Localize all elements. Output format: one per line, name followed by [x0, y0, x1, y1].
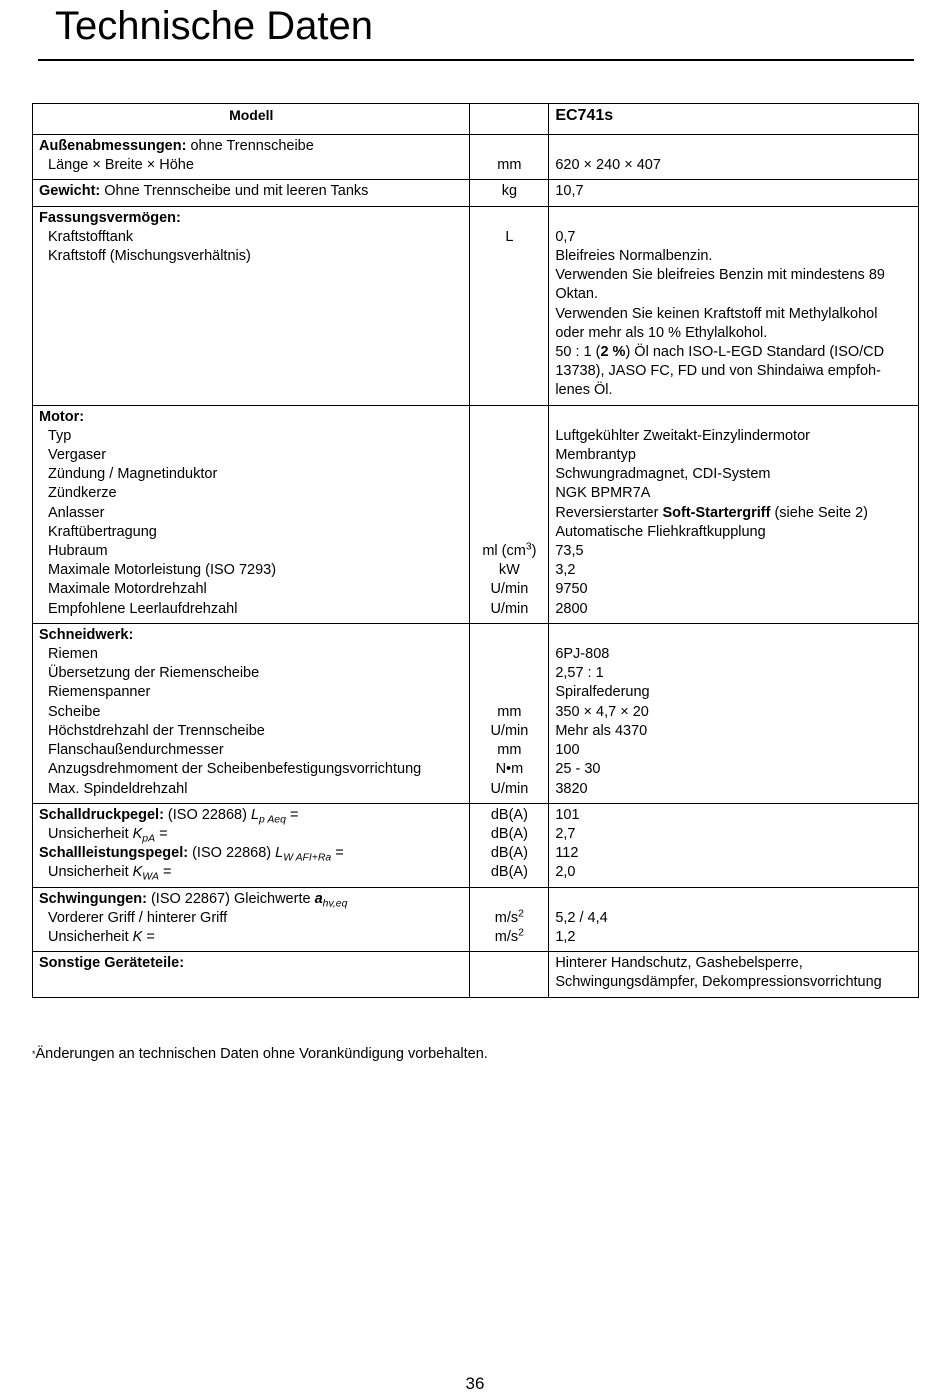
cutter-label: Riemenspanner: [48, 684, 151, 701]
vibration-heading-line: [39, 890, 463, 909]
dimensions-heading-note: ohne Trennscheibe: [186, 138, 314, 154]
model-value: EC741s: [549, 104, 919, 135]
cutter-value: Spiralfederung: [555, 684, 650, 701]
oil-ratio-bold: 2 %: [600, 344, 626, 361]
uncertainty-eq: =: [155, 825, 168, 842]
capacity-value-cell: [549, 206, 919, 405]
weight-heading: Gewicht:: [39, 183, 101, 200]
vibration-unit: [476, 928, 542, 947]
sound-pressure-uncertainty-label: [39, 825, 463, 844]
oil-line: 13738), JASO FC, FD und von Shindaiwa empfoh-: [555, 363, 881, 380]
model-label: Modell: [33, 104, 470, 135]
engine-label: Typ: [48, 427, 72, 444]
vibration-unit-sup: 2: [518, 907, 524, 919]
engine-heading: Motor:: [39, 408, 85, 425]
sound-power-eq: =: [331, 845, 344, 862]
noise-unit: dB(A): [490, 806, 528, 823]
noise-unit: dB(A): [490, 864, 528, 881]
capacity-label-cell: [33, 206, 470, 405]
starter-value-prefix: Reversierstarter: [555, 504, 663, 521]
cutter-label: Anzugsdrehmoment der Scheibenbefestigungsvorrichtung: [48, 761, 422, 778]
engine-row: [33, 405, 919, 623]
displacement-unit-suffix: ): [531, 543, 537, 560]
noise-value: 2,0: [555, 864, 576, 881]
fuel-tank-label: Kraftstofftank: [48, 228, 134, 245]
cutter-value-cell: [549, 623, 919, 803]
oil-line: lenes Öl.: [555, 382, 613, 399]
dimensions-heading: Außenabmessungen:: [39, 138, 187, 154]
sound-power-heading: Schallleistungspegel:: [39, 845, 189, 862]
engine-unit: U/min: [490, 600, 529, 617]
vibration-heading-text: (ISO 22867) Gleichwerte: [146, 890, 315, 907]
other-unit-cell: [470, 952, 549, 997]
sound-power-symbol: L: [275, 845, 284, 862]
cutter-unit: [476, 645, 542, 664]
other-value: Hinterer Handschutz, Gashebelsperre,: [555, 955, 803, 972]
fuel-line: Verwenden Sie bleifreies Benzin mit mindestens 89: [555, 267, 885, 284]
fuel-line: Bleifreies Normalbenzin.: [555, 248, 713, 265]
uncertainty-symbol: K: [132, 864, 143, 881]
page-title: Technische Daten: [55, 4, 373, 48]
dimensions-label-cell: [33, 135, 470, 180]
fuel-line: Oktan.: [555, 286, 599, 303]
sound-pressure-symbol: L: [250, 806, 260, 823]
vibration-value-cell: [549, 887, 919, 952]
displacement-value: 73,5: [555, 543, 584, 560]
cutter-label: Höchstdrehzahl der Trennscheibe: [48, 722, 265, 739]
starter-label: Anlasser: [48, 504, 105, 521]
engine-unit: U/min: [490, 581, 529, 598]
dimensions-value: 620 × 240 × 407: [555, 157, 661, 174]
cutter-unit: mm: [497, 742, 522, 759]
vibration-symbol: a: [314, 890, 323, 907]
engine-value: Luftgekühlter Zweitakt-Einzylindermotor: [555, 427, 810, 444]
cutter-value: 6PJ-808: [555, 646, 610, 663]
cutter-unit: U/min: [490, 722, 529, 739]
uncertainty-text: Unsicherheit: [48, 928, 133, 945]
cutter-unit: U/min: [490, 780, 529, 797]
displacement-unit: [476, 542, 542, 561]
weight-value: 10,7: [549, 180, 919, 206]
cutter-value: 350 × 4,7 × 20: [555, 703, 649, 720]
cutter-heading: Schneidwerk:: [39, 626, 134, 643]
noise-unit: dB(A): [490, 825, 528, 842]
uncertainty-symbol: K: [132, 825, 143, 842]
dimensions-unit: mm: [497, 157, 522, 174]
vibration-unit-text: m/s: [494, 909, 519, 926]
sound-power-uncertainty-label: [39, 863, 463, 882]
engine-unit-cell: [470, 405, 549, 623]
engine-label: Maximale Motorleistung (ISO 7293): [48, 562, 277, 579]
capacity-unit-cell: [470, 206, 549, 405]
noise-value: 2,7: [555, 825, 576, 842]
noise-unit: dB(A): [490, 845, 528, 862]
weight-label-cell: [33, 180, 470, 206]
engine-value: Membrantyp: [555, 447, 636, 464]
noise-unit-cell: [470, 803, 549, 887]
engine-label: Empfohlene Leerlaufdrehzahl: [48, 600, 238, 617]
capacity-heading: Fassungsvermögen:: [39, 209, 181, 226]
engine-label: Maximale Motordrehzahl: [48, 581, 207, 598]
vibration-label-cell: [33, 887, 470, 952]
other-heading: Sonstige Geräteteile:: [39, 955, 185, 972]
vibration-row: [33, 887, 919, 952]
uncertainty-sub: pA: [142, 833, 156, 845]
cutter-label: Scheibe: [48, 703, 101, 720]
uncertainty-text: Unsicherheit: [48, 864, 133, 881]
header-row: [33, 104, 919, 135]
weight-heading-note: Ohne Trennscheibe und mit leeren Tanks: [100, 183, 369, 200]
cutter-label-cell: [33, 623, 470, 803]
engine-value: Schwungradmagnet, CDI-System: [555, 466, 771, 483]
engine-label: Vergaser: [48, 447, 107, 464]
vibration-unit-sup: 2: [518, 927, 524, 939]
oil-prefix: 50 : 1 (: [555, 344, 601, 361]
sound-power-label: [39, 844, 463, 863]
oil-line: [555, 343, 912, 362]
engine-value: NGK BPMR7A: [555, 485, 651, 502]
cutter-value: Mehr als 4370: [555, 722, 648, 739]
other-label-cell: [33, 952, 470, 997]
vibration-unit-cell: [470, 887, 549, 952]
uncertainty-text: Unsicherheit: [48, 825, 133, 842]
footnote-mark: *: [32, 1049, 36, 1059]
fuel-tank-value: 0,7: [555, 228, 576, 245]
header-unit-cell: [470, 104, 549, 135]
sound-power-sub: W AFI+Ra: [283, 852, 332, 864]
vibration-symbol-sub: hv,eq: [322, 898, 348, 910]
uncertainty-sub: WA: [142, 871, 159, 883]
engine-value-cell: [549, 405, 919, 623]
vibration-value: 1,2: [555, 928, 576, 945]
cutter-label: Max. Spindeldrehzahl: [48, 780, 188, 797]
cutter-unit: [476, 683, 542, 702]
transmission-value: Automatische Fliehkraftkupplung: [555, 523, 766, 540]
noise-value-cell: [549, 803, 919, 887]
sound-pressure-sub: p Aeq: [259, 814, 286, 826]
engine-label: Zündung / Magnetinduktor: [48, 466, 218, 483]
engine-label-cell: [33, 405, 470, 623]
displacement-label: Hubraum: [48, 543, 108, 560]
fuel-line: oder mehr als 10 % Ethylalkohol.: [555, 324, 768, 341]
uncertainty-eq: =: [158, 864, 172, 881]
cutter-label: Übersetzung der Riemenscheibe: [48, 665, 260, 682]
sound-pressure-heading: Schalldruckpegel:: [39, 806, 164, 823]
engine-label: Zündkerze: [48, 485, 117, 502]
cutter-label: Flanschaußendurchmesser: [48, 742, 224, 759]
cutter-label: Riemen: [48, 646, 98, 663]
other-value-cell: [549, 952, 919, 997]
dimensions-label: Länge × Breite × Höhe: [48, 157, 194, 174]
spec-table: [32, 103, 919, 998]
fuel-tank-unit: L: [505, 228, 514, 245]
weight-unit: kg: [470, 180, 549, 206]
title-divider: [38, 59, 914, 61]
engine-unit: kW: [498, 562, 520, 579]
vibration-value: 5,2 / 4,4: [555, 909, 608, 926]
dimensions-value-cell: [549, 135, 919, 180]
noise-row: [33, 803, 919, 887]
sound-pressure-eq: =: [285, 806, 299, 823]
cutter-row: [33, 623, 919, 803]
oil-suffix: ) Öl nach ISO-L-EGD Standard (ISO/CD: [625, 344, 885, 361]
vibration-handle-label: Vorderer Griff / hinterer Griff: [48, 909, 228, 926]
dimensions-unit-cell: [470, 135, 549, 180]
starter-value-suffix: (siehe Seite 2): [770, 504, 868, 521]
cutter-unit: mm: [497, 703, 522, 720]
engine-value: 3,2: [555, 562, 576, 579]
starter-value-bold: Soft-Startergriff: [662, 504, 771, 521]
sound-pressure-text: (ISO 22868): [163, 806, 251, 823]
uncertainty-eq: =: [142, 928, 155, 945]
cutter-unit: [476, 664, 542, 683]
capacity-row: [33, 206, 919, 405]
noise-value: 101: [555, 806, 580, 823]
engine-value: 9750: [555, 581, 588, 598]
fuel-line: Verwenden Sie keinen Kraftstoff mit Methylalkohol: [555, 305, 878, 322]
displacement-unit-prefix: ml (cm: [482, 543, 526, 560]
vibration-unit: [476, 909, 542, 928]
uncertainty-symbol: K: [132, 928, 143, 945]
cutter-value: 3820: [555, 780, 588, 797]
vibration-uncertainty-label: [39, 928, 463, 947]
starter-value: [555, 504, 912, 523]
footnote: [32, 1046, 488, 1062]
engine-value: 2800: [555, 600, 588, 617]
dimensions-row: [33, 135, 919, 180]
noise-label-cell: [33, 803, 470, 887]
page-number: 36: [465, 1374, 485, 1393]
sound-pressure-label: [39, 806, 463, 825]
cutter-value: 100: [555, 742, 580, 759]
vibration-unit-text: m/s: [494, 928, 519, 945]
cutter-unit-cell: [470, 623, 549, 803]
other-value: Schwingungsdämpfer, Dekompressionsvorrichtung: [555, 974, 882, 991]
fuel-mix-label: Kraftstoff (Mischungsverhältnis): [48, 248, 251, 265]
noise-value: 112: [555, 845, 579, 862]
cutter-unit: N•m: [495, 761, 524, 778]
vibration-heading: Schwingungen:: [39, 890, 147, 907]
transmission-label: Kraftübertragung: [48, 523, 157, 540]
footnote-text: Änderungen an technischen Daten ohne Vorankündigung vorbehalten.: [35, 1046, 488, 1062]
weight-row: [33, 180, 919, 206]
sound-power-text: (ISO 22868): [188, 845, 276, 862]
cutter-value: 2,57 : 1: [555, 665, 604, 682]
other-row: [33, 952, 919, 997]
cutter-value: 25 - 30: [555, 761, 601, 778]
displacement-unit-sup: 3: [525, 541, 532, 553]
